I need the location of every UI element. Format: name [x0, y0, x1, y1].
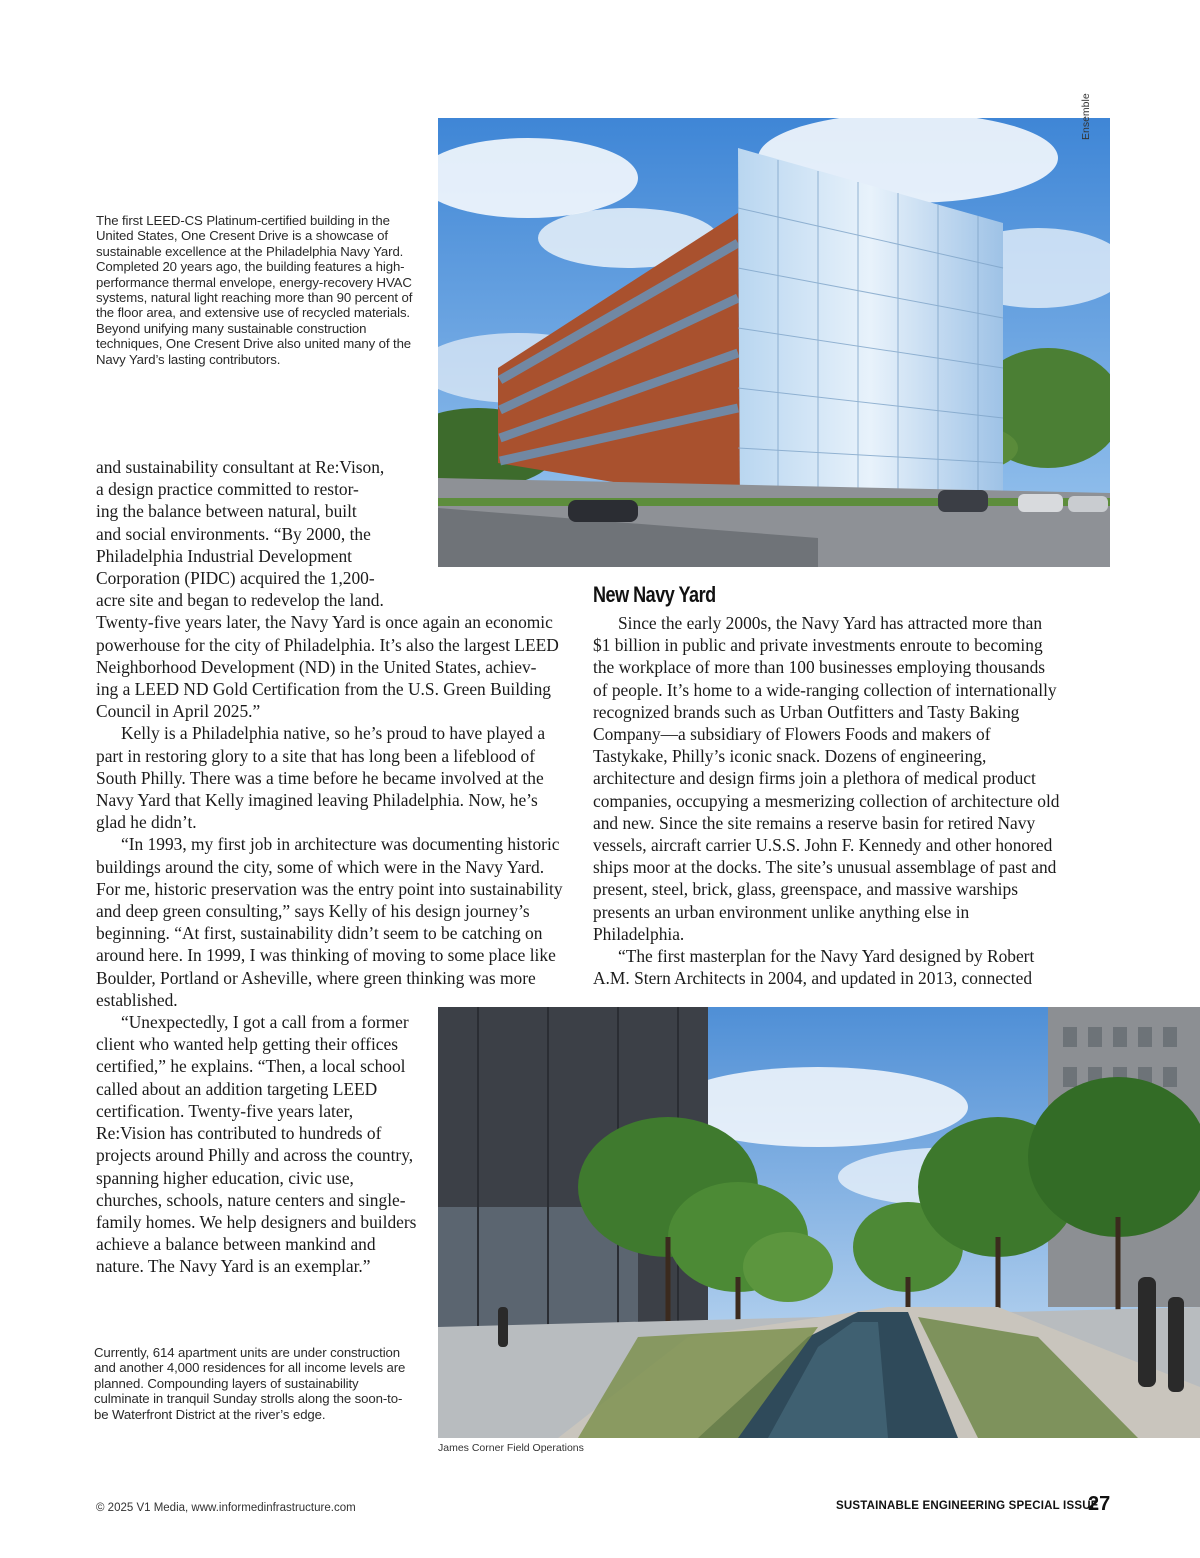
- section-heading: New Navy Yard: [593, 582, 716, 607]
- text-line: powerhouse for the city of Philadelphia. It’s also the largest LEED: [96, 634, 559, 655]
- text-line: acre site and began to redevelop the land.: [96, 590, 384, 611]
- section-heading-wrap: [593, 582, 893, 608]
- text-line: a design practice committed to restor-: [96, 479, 359, 500]
- footer-issue-title: SUSTAINABLE ENGINEERING SPECIAL ISSUE: [836, 1500, 1099, 1512]
- text-line: Twenty-five years later, the Navy Yard is once again an economic: [96, 612, 553, 633]
- waterfront-illustration: [438, 1007, 1200, 1438]
- top-photo-credit: Ensemble: [1080, 93, 1092, 140]
- text-line: ing the balance between natural, built: [96, 501, 357, 522]
- waterfront-rendering: [438, 1007, 1200, 1438]
- left-paragraph-2: Kelly is a Philadelphia native, so he’s proud to have played a part in restoring glory to a site that has long been a lifeblood of South Philly. There was a time before he became involved at the Navy Yard that Kelly imagined leaving Philadelphia. Now, he’s glad he didn’t.: [96, 723, 546, 833]
- left-paragraph-3: “In 1993, my first job in architecture was documenting historic buildings around the city, some of which were in the Navy Yard. For me, historic preservation was the entry point into sustainability and deep green consulting,” says Kelly of his design journey’s beginning. “At first, sustainability didn’t seem to be catching on around here. In 1999, I was thinking of moving to some place like Boulder, Portland or Asheville, where green thinking was more established.: [96, 834, 563, 1010]
- text-line: Philadelphia Industrial Development: [96, 545, 352, 566]
- text-line: Neighborhood Development (ND) in the United States, achiev-: [96, 656, 537, 677]
- text-line: Corporation (PIDC) acquired the 1,200-: [96, 568, 375, 589]
- footer-copyright: © 2025 V1 Media, www.informedinfrastructure.com: [96, 1502, 356, 1514]
- bottom-photo-caption: Currently, 614 apartment units are under construction and another 4,000 residences for all income levels are planned. Compounding layers of sustainability culminate in tranquil Sunday strolls along the soon-to-be Waterfront District at the river’s edge.: [94, 1345, 406, 1422]
- text-line: ing a LEED ND Gold Certification from the U.S. Green Building: [96, 679, 551, 700]
- top-photo-caption: The first LEED-CS Platinum-certified building in the United States, One Cresent Drive is a showcase of sustainable excellence at the Philadelphia Navy Yard. Completed 20 years ago, the building features a high-performance thermal envelope, energy-recovery HVAC systems, natural light reaching more than 90 percent of the floor area, and extensive use of recycled materials. Beyond unifying many sustainable construction techniques, One Cresent Drive also united many of the Navy Yard’s lasting contributors.: [96, 213, 413, 367]
- text-line: Council in April 2025.”: [96, 701, 261, 722]
- text-line: and sustainability consultant at Re:Vison,: [96, 457, 385, 477]
- left-paragraph-1: [96, 456, 566, 722]
- right-paragraph-2: “The first masterplan for the Navy Yard designed by Robert A.M. Stern Architects in 2004, and updated in 2013, connected: [593, 946, 1035, 989]
- right-paragraph-1: Since the early 2000s, the Navy Yard has attracted more than $1 billion in public and private investments enroute to becoming the workplace of more than 100 businesses employing thousands of people. It’s home to a wide-ranging collection of internationally recognized brands such as Urban Outfitters and Tasty Baking Company—a subsidiary of Flowers Foods and makers of Tastykake, Philly’s iconic snack. Dozens of engineering, architecture and design firms join a plethora of medical product companies, occupying a mesmerizing collection of architecture old and new. Since the site remains a reserve basin for retired Navy vessels, aircraft carrier U.S.S. John F. Kennedy and other honored ships moor at the docks. The site’s unusual assemblage of past and present, steel, brick, glass, greenspace, and massive warships presents an urban environment unlike anything else in Philadelphia.: [593, 613, 1060, 944]
- text-line: and social environments. “By 2000, the: [96, 523, 371, 544]
- bottom-photo-credit: James Corner Field Operations: [438, 1442, 584, 1454]
- left-paragraph-4: “Unexpectedly, I got a call from a former client who wanted help getting their offices certified,” he explains. “Then, a local school called about an addition targeting LEED certification. Twenty-five years later, Re:Vision has contributed to hundreds of projects around Philly and across the country, spanning higher education, civic use, churches, schools, nature centers and single-family homes. We help designers and builders achieve a balance between mankind and nature. The Navy Yard is an exemplar.”: [96, 1012, 417, 1277]
- right-column: [593, 612, 1063, 989]
- page-number: 27: [1088, 1493, 1111, 1515]
